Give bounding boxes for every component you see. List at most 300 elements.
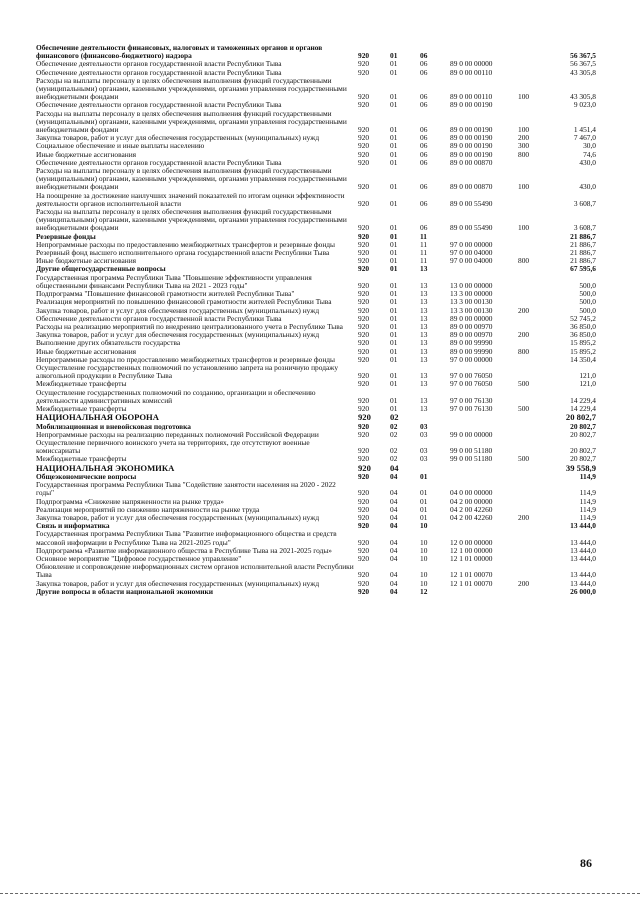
- cell-ved: 920: [358, 157, 370, 167]
- cell-rz: 01: [390, 51, 398, 61]
- cell-name: Обеспечение деятельности органов государственной власти Республики Тыва: [36, 67, 282, 77]
- cell-cs: 99 0 00 51180: [450, 454, 493, 464]
- cell-rz: 01: [390, 67, 398, 77]
- cell-rz: 01: [390, 379, 398, 389]
- cell-sum: 13 444,0: [570, 521, 596, 531]
- cell-sum: 26 000,0: [570, 586, 596, 596]
- table-row: [36, 192, 596, 208]
- cell-sum: 114,9: [579, 504, 596, 514]
- cell-sum: 13 444,0: [570, 537, 596, 547]
- cell-ved: 920: [358, 395, 370, 405]
- cell-ved: 920: [358, 504, 370, 514]
- cell-ved: 920: [358, 379, 370, 389]
- cell-cs: 89 0 00 00190: [450, 133, 493, 143]
- cell-rz: 01: [390, 149, 398, 159]
- cell-rz: 04: [390, 570, 398, 580]
- cell-name: Иные бюджетные ассигнования: [36, 256, 137, 266]
- cell-cs: 97 0 00 76050: [450, 379, 493, 389]
- cell-ved: 920: [358, 313, 370, 323]
- table-row: [36, 389, 596, 405]
- cell-cs: 99 0 00 00000: [450, 429, 493, 439]
- cell-name: Обеспечение деятельности финансовых, налоговых и таможенных органов и органов финансового (финансово-бюджетного) надзора: [36, 43, 323, 61]
- cell-sum: 21 886,7: [570, 256, 596, 266]
- cell-ved: 920: [358, 421, 370, 431]
- cell-vr: 500: [518, 379, 530, 389]
- cell-name: Расходы на выплаты персоналу в целях обеспечения выполнения функций государственными (муниципальными) органами, казенными учреждениями, органами управления государственными внебюджетными фондами: [36, 166, 347, 192]
- cell-rz: 04: [390, 537, 398, 547]
- cell-sum: 114,9: [579, 471, 596, 481]
- cell-sum: 430,0: [579, 182, 596, 192]
- cell-name: Обеспечение деятельности органов государственной власти Республики Тыва: [36, 157, 282, 167]
- cell-cs: 89 0 00 00870: [450, 157, 493, 167]
- cell-sum: 20 802,7: [570, 429, 596, 439]
- cell-name: Обеспечение деятельности органов государственной власти Республики Тыва: [36, 100, 282, 110]
- cell-name: Закупка товаров, работ и услуг для обеспечения государственных (муниципальных) нужд: [36, 133, 320, 143]
- cell-sum: 1 451,4: [573, 125, 596, 135]
- cell-rz: 01: [390, 239, 398, 249]
- cell-cs: 97 0 00 76130: [450, 395, 493, 405]
- cell-name: Иные бюджетные ассигнования: [36, 346, 137, 356]
- cell-ved: 920: [358, 496, 370, 506]
- cell-name: Закупка товаров, работ и услуг для обеспечения государственных (муниципальных) нужд: [36, 330, 320, 340]
- cell-sum: 500,0: [579, 297, 596, 307]
- cell-ved: 920: [358, 403, 370, 413]
- cell-pr: 06: [420, 51, 428, 61]
- cell-vr: 800: [518, 256, 530, 266]
- table-row: [36, 530, 596, 546]
- table-row: [36, 274, 596, 290]
- cell-pr: 10: [420, 521, 428, 531]
- cell-name: Обеспечение деятельности органов государственной власти Республики Тыва: [36, 313, 282, 323]
- cell-name: Реализация мероприятий по повышению финансовой грамотности жителей Республики Тыва: [36, 297, 332, 307]
- cell-cs: 12 1 01 00070: [450, 578, 493, 588]
- cell-pr: 13: [420, 403, 428, 413]
- table-row: [36, 364, 596, 380]
- cell-rz: 01: [390, 223, 398, 233]
- cell-pr: 01: [420, 496, 428, 506]
- cell-pr: 10: [420, 570, 428, 580]
- cell-ved: 920: [358, 59, 370, 69]
- cell-ved: 920: [358, 554, 370, 563]
- cell-ved: 920: [358, 521, 370, 531]
- cell-pr: 06: [420, 67, 428, 77]
- cell-ved: 920: [358, 446, 370, 456]
- cell-pr: 13: [420, 330, 428, 340]
- cell-name: Межбюджетные трансферты: [36, 454, 127, 464]
- cell-rz: 01: [390, 354, 398, 364]
- cell-name: Непрограммные расходы по предоставлению межбюджетных трансфертов и резервные фонды: [36, 354, 336, 364]
- cell-sum: 15 895,2: [570, 338, 596, 348]
- cell-sum: 13 444,0: [570, 554, 596, 563]
- cell-cs: 89 0 00 00190: [450, 149, 493, 159]
- cell-name: На поощрение за достижение наилучших значений показателей по итогам оценки эффективности деятельности органов исполнительной власти: [36, 190, 345, 208]
- cell-vr: 300: [518, 141, 530, 151]
- cell-ved: 920: [358, 248, 370, 258]
- cell-vr: 100: [518, 182, 530, 192]
- cell-sum: 3 608,7: [573, 223, 596, 233]
- cell-name: Мобилизационная и вневойсковая подготовка: [36, 421, 192, 431]
- cell-sum: 21 886,7: [570, 231, 596, 241]
- cell-rz: 01: [390, 321, 398, 331]
- cell-name: Обновление и сопровождение информационных систем органов исполнительной власти Республики Тыва: [36, 562, 354, 580]
- cell-cs: 04 2 00 42260: [450, 504, 493, 514]
- cell-ved: 920: [358, 321, 370, 331]
- cell-ved: 920: [358, 338, 370, 348]
- cell-pr: 13: [420, 379, 428, 389]
- cell-vr: 800: [518, 149, 530, 159]
- table-row: [36, 481, 596, 497]
- cell-vr: 100: [518, 223, 530, 233]
- cell-sum: 13 444,0: [570, 578, 596, 588]
- cell-name: Резервный фонд высшего исполнительного органа государственной власти Республики Тыва: [36, 248, 330, 258]
- cell-name: НАЦИОНАЛЬНАЯ ЭКОНОМИКА: [36, 462, 175, 473]
- cell-sum: 43 305,8: [570, 92, 596, 102]
- cell-ved: 920: [358, 545, 370, 555]
- cell-rz: 01: [390, 141, 398, 151]
- cell-name: Закупка товаров, работ и услуг для обеспечения государственных (муниципальных) нужд: [36, 512, 320, 522]
- cell-ved: 920: [358, 67, 370, 77]
- cell-cs: 89 0 00 00190: [450, 125, 493, 135]
- cell-name: Другие общегосударственные вопросы: [36, 264, 166, 274]
- cell-name: Выполнение других обязательств государства: [36, 338, 181, 348]
- cell-sum: 30,0: [583, 141, 596, 151]
- cell-rz: 01: [390, 338, 398, 348]
- cell-cs: 89 0 00 99990: [450, 346, 493, 356]
- cell-rz: 01: [390, 330, 398, 340]
- cell-ved: 920: [358, 133, 370, 143]
- cell-name: Государственная программа Республики Тыва "Повышение эффективности управления общественными финансами Республики Тыва на 2021 - 2023 годы": [36, 272, 312, 290]
- cell-ved: 920: [358, 256, 370, 266]
- cell-sum: 500,0: [579, 289, 596, 299]
- cell-rz: 04: [390, 554, 398, 563]
- cell-vr: 200: [518, 512, 530, 522]
- cell-rz: 04: [390, 512, 398, 522]
- cell-cs: 12 1 00 00000: [450, 545, 493, 555]
- cell-ved: 920: [358, 412, 371, 423]
- cell-ved: 920: [358, 570, 370, 580]
- cell-pr: 06: [420, 223, 428, 233]
- cell-pr: 13: [420, 395, 428, 405]
- cell-rz: 01: [390, 231, 398, 241]
- cell-ved: 920: [358, 346, 370, 356]
- cell-cs: 04 0 00 00000: [450, 488, 493, 498]
- cell-vr: 500: [518, 403, 530, 413]
- cell-cs: 97 0 00 04000: [450, 248, 493, 258]
- cell-rz: 01: [390, 157, 398, 167]
- cell-cs: 89 0 00 00190: [450, 100, 493, 110]
- cell-rz: 01: [390, 198, 398, 208]
- cell-sum: 13 444,0: [570, 570, 596, 580]
- cell-sum: 7 467,0: [573, 133, 596, 143]
- cell-name: Расходы на выплаты персоналу в целях обеспечения выполнения функций государственными (муниципальными) органами, казенными учреждениями, органами управления государственными внебюджетными фондами: [36, 75, 347, 102]
- cell-cs: 13 3 00 00130: [450, 297, 493, 307]
- cell-pr: 10: [420, 545, 428, 555]
- cell-pr: 13: [420, 338, 428, 348]
- cell-sum: 14 229,4: [570, 403, 596, 413]
- cell-name: Общеэкономические вопросы: [36, 471, 137, 481]
- cell-name: Иные бюджетные ассигнования: [36, 149, 137, 159]
- cell-cs: 89 0 00 55490: [450, 198, 493, 208]
- cell-rz: 01: [390, 92, 398, 102]
- cell-cs: 04 2 00 42260: [450, 512, 493, 522]
- cell-name: Расходы на выплаты персоналу в целях обеспечения выполнения функций государственными (муниципальными) органами, казенными учреждениями, органами управления государственными внебюджетными фондами: [36, 207, 347, 233]
- cell-sum: 56 367,5: [570, 51, 596, 61]
- cell-name: Основное мероприятие "Цифровое государственное управление": [36, 554, 242, 563]
- cell-cs: 97 0 00 76130: [450, 403, 493, 413]
- cell-cs: 12 0 00 00000: [450, 537, 493, 547]
- cell-rz: 04: [390, 496, 398, 506]
- cell-rz: 02: [390, 429, 398, 439]
- cell-cs: 04 2 00 00000: [450, 496, 493, 506]
- cell-rz: 01: [390, 395, 398, 405]
- cell-pr: 12: [420, 586, 428, 596]
- table-row: [36, 77, 596, 102]
- cell-sum: 20 802,7: [565, 412, 596, 423]
- cell-name: Социальное обеспечение и иные выплаты населению: [36, 141, 205, 151]
- cell-name: Осуществление государственных полномочий по установлению запрета на розничную продажу алкогольной продукции в Республике Тыва: [36, 362, 339, 381]
- cell-rz: 02: [390, 421, 398, 431]
- cell-sum: 67 595,6: [570, 264, 596, 274]
- cell-name: Межбюджетные трансферты: [36, 379, 127, 389]
- cell-vr: 800: [518, 346, 530, 356]
- cell-pr: 01: [420, 488, 428, 498]
- cell-pr: 11: [420, 239, 428, 249]
- cell-name: Закупка товаров, работ и услуг для обеспечения государственных (муниципальных) нужд: [36, 578, 320, 588]
- budget-table: [36, 44, 596, 596]
- table-row: [36, 588, 596, 596]
- cell-sum: 500,0: [579, 305, 596, 315]
- cell-ved: 920: [358, 239, 370, 249]
- cell-vr: 100: [518, 92, 530, 102]
- cell-sum: 121,0: [579, 379, 596, 389]
- cell-pr: 13: [420, 321, 428, 331]
- cell-pr: 01: [420, 512, 428, 522]
- cell-ved: 920: [358, 280, 370, 290]
- table-row: [36, 514, 596, 522]
- cell-cs: 89 0 00 00190: [450, 141, 493, 151]
- cell-pr: 06: [420, 182, 428, 192]
- cell-name: Подпрограмма «Снижение напряженности на рынке труда»: [36, 496, 224, 506]
- cell-pr: 06: [420, 92, 428, 102]
- cell-sum: 121,0: [579, 371, 596, 381]
- cell-cs: 13 3 00 00000: [450, 289, 493, 299]
- cell-sum: 9 023,0: [573, 100, 596, 110]
- cell-ved: 920: [358, 305, 370, 315]
- cell-sum: 52 745,2: [570, 313, 596, 323]
- cell-pr: 06: [420, 149, 428, 159]
- cell-name: Непрограммные расходы по предоставлению межбюджетных трансфертов и резервные фонды: [36, 239, 336, 249]
- cell-ved: 920: [358, 454, 370, 464]
- cell-cs: 89 0 00 00970: [450, 330, 493, 340]
- cell-sum: 56 367,5: [570, 59, 596, 69]
- cell-pr: 13: [420, 289, 428, 299]
- cell-ved: 920: [358, 297, 370, 307]
- cell-sum: 430,0: [579, 157, 596, 167]
- cell-vr: 200: [518, 305, 530, 315]
- cell-sum: 13 444,0: [570, 545, 596, 555]
- table-row: [36, 563, 596, 579]
- cell-ved: 920: [358, 149, 370, 159]
- cell-rz: 04: [390, 471, 398, 481]
- cell-sum: 14 350,4: [570, 354, 596, 364]
- cell-rz: 04: [390, 504, 398, 514]
- cell-pr: 10: [420, 554, 428, 563]
- cell-pr: 13: [420, 354, 428, 364]
- cell-cs: 13 0 00 00000: [450, 280, 493, 290]
- cell-cs: 12 1 01 00070: [450, 570, 493, 580]
- cell-pr: 11: [420, 248, 428, 258]
- cell-ved: 920: [358, 231, 370, 241]
- table-row: [36, 439, 596, 455]
- cell-pr: 11: [420, 231, 427, 241]
- cell-ved: 920: [358, 182, 370, 192]
- cell-rz: 01: [390, 289, 398, 299]
- cell-name: Обеспечение деятельности органов государственной власти Республики Тыва: [36, 59, 282, 69]
- cell-pr: 13: [420, 264, 428, 274]
- cell-rz: 01: [390, 59, 398, 69]
- table-row: [36, 167, 596, 192]
- cell-pr: 01: [420, 504, 428, 514]
- table-row: [36, 110, 596, 135]
- cell-sum: 21 886,7: [570, 239, 596, 249]
- cell-name: Реализация мероприятий по снижению напряженности на рынке труда: [36, 504, 260, 514]
- cell-rz: 04: [390, 521, 398, 531]
- cell-ved: 920: [358, 354, 370, 364]
- cell-sum: 114,9: [579, 496, 596, 506]
- cell-pr: 06: [420, 157, 428, 167]
- cell-ved: 920: [358, 471, 370, 481]
- cell-cs: 89 0 00 00110: [450, 67, 493, 77]
- cell-sum: 36 850,0: [570, 321, 596, 331]
- cell-cs: 97 0 00 76050: [450, 371, 493, 381]
- cell-name: Государственная программа Республики Тыва "Содействие занятости населения на 2020 - 2022 годы": [36, 480, 336, 498]
- cell-name: НАЦИОНАЛЬНАЯ ОБОРОНА: [36, 412, 159, 423]
- cell-rz: 01: [390, 371, 398, 381]
- cell-name: Осуществление государственных полномочий по созданию, организации и обеспечению деятельности административных комиссий: [36, 387, 316, 405]
- cell-pr: 06: [420, 125, 428, 135]
- cell-rz: 01: [390, 264, 398, 274]
- cell-name: Подпрограмма "Повышение финансовой грамотности жителей Республики Тыва": [36, 289, 295, 299]
- cell-name: Расходы на выплаты персоналу в целях обеспечения выполнения функций государственными (муниципальными) органами, казенными учреждениями, органами управления государственными внебюджетными фондами: [36, 108, 347, 135]
- cell-rz: 04: [390, 586, 398, 596]
- cell-ved: 920: [358, 462, 371, 473]
- cell-name: Непрограммные расходы на реализацию переданных полномочий Российской Федерации: [36, 429, 319, 439]
- cell-rz: 01: [390, 133, 398, 143]
- cell-cs: 97 0 00 00000: [450, 354, 493, 364]
- cell-name: Связь и информатика: [36, 521, 110, 531]
- bottom-rule: [0, 893, 640, 894]
- cell-ved: 920: [358, 429, 370, 439]
- cell-sum: 20 802,7: [570, 446, 596, 456]
- cell-ved: 920: [358, 51, 370, 61]
- cell-pr: 06: [420, 141, 428, 151]
- cell-ved: 920: [358, 100, 370, 110]
- cell-rz: 04: [390, 545, 398, 555]
- cell-rz: 01: [390, 280, 398, 290]
- cell-rz: 04: [390, 578, 398, 588]
- cell-sum: 43 305,8: [570, 67, 596, 77]
- cell-rz: 02: [390, 454, 398, 464]
- table-row: [36, 208, 596, 233]
- cell-sum: 500,0: [579, 280, 596, 290]
- cell-ved: 920: [358, 578, 370, 588]
- cell-sum: 20 802,7: [570, 421, 596, 431]
- page-number: 86: [580, 856, 592, 870]
- cell-cs: 89 0 00 55490: [450, 223, 493, 233]
- cell-cs: 13 3 00 00130: [450, 305, 493, 315]
- cell-cs: 89 0 00 00970: [450, 321, 493, 331]
- cell-name: Другие вопросы в области национальной экономики: [36, 586, 214, 596]
- cell-pr: 13: [420, 280, 428, 290]
- cell-ved: 920: [358, 512, 370, 522]
- cell-cs: 89 0 00 00870: [450, 182, 493, 192]
- cell-rz: 01: [390, 182, 398, 192]
- cell-pr: 03: [420, 446, 428, 456]
- cell-sum: 21 886,7: [570, 248, 596, 258]
- cell-name: Подпрограмма «Развитие информационного общества в Республике Тыва на 2021-2025 годы»: [36, 545, 332, 555]
- cell-ved: 920: [358, 586, 370, 596]
- cell-pr: 06: [420, 100, 428, 110]
- cell-rz: 01: [390, 256, 398, 266]
- cell-rz: 02: [390, 446, 398, 456]
- cell-rz: 01: [390, 305, 398, 315]
- cell-vr: 200: [518, 133, 530, 143]
- cell-cs: 12 1 01 00000: [450, 554, 493, 563]
- cell-ved: 920: [358, 198, 370, 208]
- cell-pr: 06: [420, 59, 428, 69]
- cell-rz: 01: [390, 313, 398, 323]
- cell-sum: 36 850,0: [570, 330, 596, 340]
- cell-pr: 13: [420, 371, 428, 381]
- cell-sum: 14 229,4: [570, 395, 596, 405]
- cell-ved: 920: [358, 537, 370, 547]
- cell-sum: 114,9: [579, 488, 596, 498]
- cell-pr: 01: [420, 471, 428, 481]
- cell-rz: 02: [390, 412, 399, 423]
- cell-ved: 920: [358, 330, 370, 340]
- cell-name: Межбюджетные трансферты: [36, 403, 127, 413]
- cell-pr: 11: [420, 256, 428, 266]
- cell-name: Резервные фонды: [36, 231, 96, 241]
- cell-rz: 01: [390, 100, 398, 110]
- cell-ved: 920: [358, 289, 370, 299]
- cell-ved: 920: [358, 371, 370, 381]
- cell-name: Закупка товаров, работ и услуг для обеспечения государственных (муниципальных) нужд: [36, 305, 320, 315]
- cell-sum: 39 558,9: [565, 462, 596, 473]
- cell-vr: 500: [518, 454, 530, 464]
- cell-rz: 01: [390, 125, 398, 135]
- cell-pr: 13: [420, 305, 428, 315]
- cell-pr: 13: [420, 346, 428, 356]
- cell-cs: 97 0 00 00000: [450, 239, 493, 249]
- cell-vr: 200: [518, 578, 530, 588]
- cell-rz: 04: [390, 462, 399, 473]
- cell-ved: 920: [358, 141, 370, 151]
- cell-ved: 920: [358, 125, 370, 135]
- cell-rz: 01: [390, 403, 398, 413]
- cell-cs: 89 0 00 00110: [450, 92, 493, 102]
- cell-cs: 99 0 00 51180: [450, 446, 493, 456]
- cell-pr: 03: [420, 454, 428, 464]
- cell-ved: 920: [358, 223, 370, 233]
- cell-sum: 15 895,2: [570, 346, 596, 356]
- cell-name: Расходы на реализацию мероприятий по внедрению централизованного учета в Республике Тыва: [36, 321, 343, 331]
- cell-rz: 04: [390, 488, 398, 498]
- cell-cs: 89 0 00 00000: [450, 313, 493, 323]
- cell-pr: 13: [420, 313, 428, 323]
- cell-ved: 920: [358, 488, 370, 498]
- cell-pr: 13: [420, 297, 428, 307]
